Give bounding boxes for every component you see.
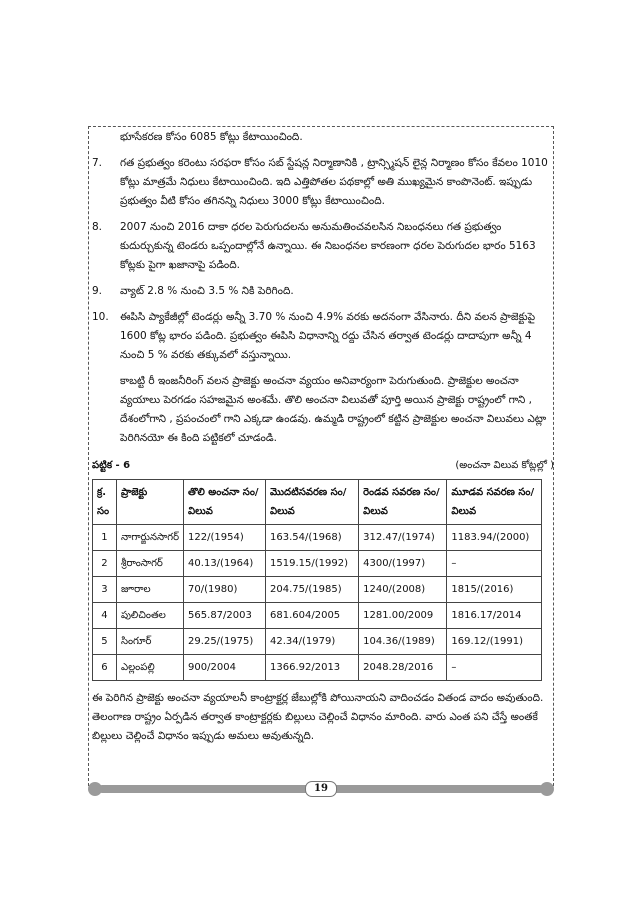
item-number: 7. — [92, 157, 103, 169]
table-cell: 1281.00/2009 — [359, 603, 447, 629]
table-cell: సింగూర్ — [116, 629, 183, 655]
item-text: ఈపిసి ప్యాకేజీల్లో టెండర్లు అన్నీ 3.70 % నుంచి 4.9% వరకు అదనంగా వేసినారు. దీని వలన ప్రాజెక్టుపై 1600 కోట్ల భారం పడింది. ప్రభుత్వం ఈపిసి విధానాన్ని రద్దు చేసిన తర్వాత టెండర్లు దాదాపుగా అన్నీ 4 నుంచి 5 % వరకు తక్కువలో వస్తున్నాయి. — [120, 311, 536, 361]
page-content — [92, 128, 554, 746]
item-text: గత ప్రభుత్వం కరెంటు సరఫరా కోసం సబ్ స్టేషన్ల నిర్మాణానికి , ట్రాన్స్మిషన్ లైన్ల నిర్మాణం కోసం కేవలం 1010 కోట్లు మాత్రమే నిధులు కేటాయించింది. ఇది ఎత్తిపోతల పథకాల్లో అతి ముఖ్యమైన కాంపొనెంట్. ఇప్పుడు ప్రభుత్వం వీటి కోసం తగినన్ని నిధులు 3000 కోట్లు కేటాయించింది. — [120, 157, 548, 207]
table-cell: 1815/(2016) — [447, 577, 542, 603]
table-cell: 900/2004 — [184, 655, 266, 681]
table-row — [93, 577, 542, 603]
table-cell: 42.34/(1979) — [266, 629, 359, 655]
table-header-row — [93, 480, 542, 525]
table-cell: 681.604/2005 — [266, 603, 359, 629]
table-cell: 1183.94/(2000) — [447, 525, 542, 551]
table-cell: 1519.15/(1992) — [266, 551, 359, 577]
table-cell: 312.47/(1974) — [359, 525, 447, 551]
table-row — [93, 655, 542, 681]
table-cell: 1816.17/2014 — [447, 603, 542, 629]
table-cell: 1 — [93, 525, 117, 551]
table-row — [93, 603, 542, 629]
closing-paragraph: ఈ పెరిగిన ప్రాజెక్టు అంచనా వ్యయాలనీ కాంట్రాక్టర్ల జేబుల్లోకి పోయినాయని వాదించడం వితండ వాదం అవుతుంది. తెలంగాణ రాష్ట్రం ఏర్పడిన తర్వాత కాంట్రాక్టర్లకు బిల్లులు చెల్లించే విధానం మారింది. వారు ఎంత పని చేస్తే అంతకే బిల్లులు చెల్లించే విధానం ఇప్పుడు అమలు అవుతున్నది. — [92, 692, 544, 742]
table-cell: 2 — [93, 551, 117, 577]
list-item — [92, 308, 554, 365]
table-title: పట్టిక - 6 — [92, 460, 131, 471]
table-cell: జూరాల — [116, 577, 183, 603]
table-cell: – — [447, 551, 542, 577]
table-row — [93, 525, 542, 551]
table-row — [93, 629, 542, 655]
table-cell: ఎల్లంపల్లి — [116, 655, 183, 681]
header-cell: క్ర. సం — [93, 480, 117, 525]
table-cell: 565.87/2003 — [184, 603, 266, 629]
footer-right-cap — [540, 782, 554, 796]
table-cell: 4 — [93, 603, 117, 629]
cost-table — [92, 479, 542, 681]
table-cell: – — [447, 655, 542, 681]
page-footer — [88, 782, 554, 796]
table-unit-note: (అంచనా విలువ కోట్లల్లో ) — [455, 460, 554, 471]
table-cell: 1240/(2008) — [359, 577, 447, 603]
header-cell: మొదటిసవరణ సం/ విలువ — [266, 480, 359, 525]
table-cell: 104.36/(1989) — [359, 629, 447, 655]
page-number: 19 — [305, 781, 337, 797]
table-cell: పులిచింతల — [116, 603, 183, 629]
table-cell: నాగార్జునసాగర్ — [116, 525, 183, 551]
table-caption — [92, 456, 554, 475]
header-cell: తొలి అంచనా సం/ విలువ — [184, 480, 266, 525]
header-cell: రెండవ సవరణ సం/ విలువ — [359, 480, 447, 525]
table-cell: 29.25/(1975) — [184, 629, 266, 655]
table-cell: 163.54/(1968) — [266, 525, 359, 551]
intro-line: భూసేకరణ కోసం 6085 కోట్లు కేటాయించింది. — [120, 131, 303, 143]
table-cell: 169.12/(1991) — [447, 629, 542, 655]
table-cell: 6 — [93, 655, 117, 681]
table-cell: 70/(1980) — [184, 577, 266, 603]
item-text: 2007 నుంచి 2016 దాకా ధరల పెరుగుదలను అనుమతించవలసిన నిబంధనలు గత ప్రభుత్వం కుదుర్చుకున్న టెండరు ఒప్పందాల్లోనే ఉన్నాయి. ఈ నిబంధనల కారణంగా ధరల పెరుగుదల భారం 5163 కోట్లకు పైగా ఖజానాపై పడింది. — [120, 221, 536, 271]
item-number: 9. — [92, 285, 103, 297]
list-item — [92, 218, 554, 275]
table-cell: 1366.92/2013 — [266, 655, 359, 681]
body-paragraph: కాబట్టి రీ ఇంజనీరింగ్ వలన ప్రాజెక్టు అంచనా వ్యయం అనివార్యంగా పెరుగుతుంది. ప్రాజెక్టుల అంచనా వ్యయాలు పెరగడం సహజమైన అంశమే. తొలి అంచనా విలువతో పూర్తి అయిన ప్రాజెక్టు రాష్ట్రంలో గాని , దేశంలోగాని , ప్రపంచంలో గాని ఎక్కడా ఉండవు. ఉమ్మడి రాష్ట్రంలో కట్టిన ప్రాజెక్టుల అంచనా విలువలు ఎట్లా పెరిగినయో ఈ కింది పట్టికలో చూడండి. — [120, 375, 547, 444]
table-cell: 122/(1954) — [184, 525, 266, 551]
table-row — [93, 551, 542, 577]
table-cell: 5 — [93, 629, 117, 655]
table-cell: 40.13/(1964) — [184, 551, 266, 577]
header-cell: ప్రాజెక్టు — [116, 480, 183, 525]
table-cell: 2048.28/2016 — [359, 655, 447, 681]
header-cell: మూడవ సవరణ సం/ విలువ — [447, 480, 542, 525]
table-cell: 4300/(1997) — [359, 551, 447, 577]
item-number: 10. — [92, 311, 109, 323]
table-cell: శ్రీరాంసాగర్ — [116, 551, 183, 577]
list-item — [92, 154, 554, 211]
table-cell: 204.75/(1985) — [266, 577, 359, 603]
list-item — [92, 282, 554, 301]
item-number: 8. — [92, 221, 103, 233]
table-cell: 3 — [93, 577, 117, 603]
item-text: వ్యాట్ 2.8 % నుంచి 3.5 % నికి పెరిగింది. — [120, 285, 294, 297]
